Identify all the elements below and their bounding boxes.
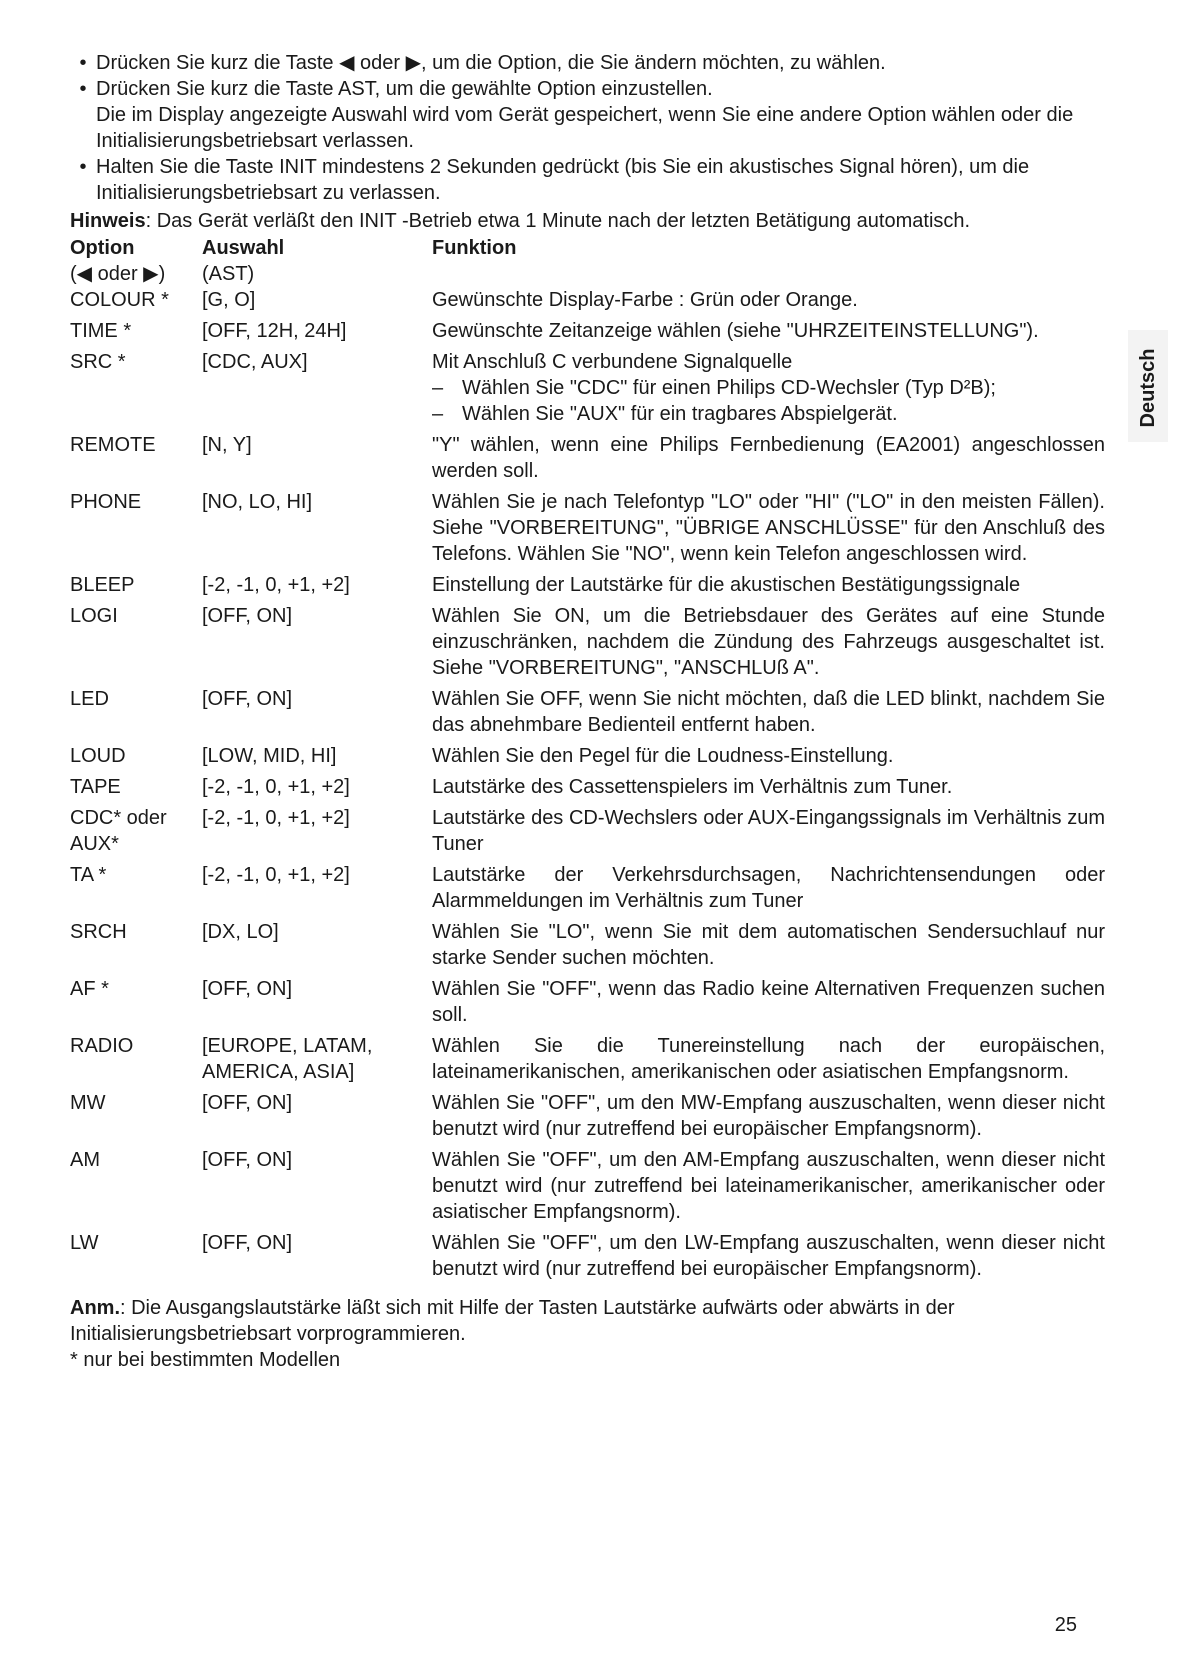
- table-row: [70, 1147, 1105, 1230]
- row-option: BLEEP: [70, 574, 135, 596]
- table-row: [70, 603, 1105, 686]
- anm-text: : Die Ausgangslautstärke läßt sich mit Hilfe der Tasten Lautstärke aufwärts oder abwärts in der Initialisierungsbetriebsart vorprogrammieren.: [70, 1297, 955, 1345]
- row-option: AF *: [70, 978, 109, 1000]
- row-values: [OFF, ON]: [202, 1092, 292, 1114]
- row-option: TIME *: [70, 320, 132, 342]
- row-values: [OFF, ON]: [202, 978, 292, 1000]
- row-values: [G, O]: [202, 289, 256, 311]
- row-function: Gewünschte Display-Farbe : Grün oder Orange.: [432, 289, 858, 311]
- row-values: [N, Y]: [202, 434, 252, 456]
- row-values: [CDC, AUX]: [202, 351, 308, 373]
- row-function: Wählen Sie OFF, wenn Sie nicht möchten, daß die LED blinkt, nachdem Sie das abnehmbare Bedienteil entfernt haben.: [432, 688, 1105, 736]
- language-tab-label: Deutsch: [1137, 348, 1159, 428]
- instruction-bullet: [70, 76, 1105, 154]
- bullet-continuation: Die im Display angezeigte Auswahl wird vom Gerät gespeichert, wenn Sie eine andere Option wählen oder die Initialisierungsbetriebsart verlassen.: [96, 104, 1074, 152]
- dash-text: Wählen Sie "CDC" für einen Philips CD-Wechsler (Typ D²B);: [462, 377, 996, 399]
- row-option: REMOTE: [70, 434, 156, 456]
- dash-mark: –: [432, 377, 444, 399]
- row-values: [-2, -1, 0, +1, +2]: [202, 574, 350, 596]
- instruction-bullet: [70, 50, 1105, 76]
- bullet-dot: •: [79, 78, 87, 100]
- row-function: Lautstärke der Verkehrsdurchsagen, Nachrichtensendungen oder Alarmmeldungen im Verhältnis zum Tuner: [432, 864, 1105, 912]
- table-row: [70, 432, 1105, 489]
- dash-mark: –: [432, 403, 444, 425]
- row-function: Wählen Sie "OFF", um den LW-Empfang auszuschalten, wenn dieser nicht benutzt wird (nur zutreffend bei europäischer Empfangsnorm).: [432, 1232, 1105, 1280]
- table-row: [70, 805, 1105, 862]
- dash-item: [432, 375, 1105, 401]
- row-values: [NO, LO, HI]: [202, 491, 313, 513]
- footer-note: [70, 1295, 1105, 1347]
- row-function: Mit Anschluß C verbundene Signalquelle: [432, 351, 793, 373]
- table-row: [70, 862, 1105, 919]
- table-row: [70, 318, 1105, 349]
- subheader-auswahl: (AST): [202, 263, 255, 285]
- row-values: [OFF, ON]: [202, 1232, 292, 1254]
- row-option: COLOUR *: [70, 289, 169, 311]
- table-subheader: [70, 261, 1105, 287]
- footnote: * nur bei bestimmten Modellen: [70, 1349, 341, 1371]
- dash-item: [432, 401, 1105, 427]
- subheader-option: (◀ oder ▶): [70, 263, 166, 285]
- row-values: [-2, -1, 0, +1, +2]: [202, 807, 350, 829]
- row-values: [OFF, 12H, 24H]: [202, 320, 347, 342]
- row-values: [EUROPE, LATAM, AMERICA, ASIA]: [202, 1035, 373, 1083]
- hint-text: : Das Gerät verläßt den INIT -Betrieb etwa 1 Minute nach der letzten Betätigung automatisch.: [145, 210, 971, 232]
- table-row: [70, 1033, 1105, 1090]
- table-row: [70, 1230, 1105, 1287]
- row-function: "Y" wählen, wenn eine Philips Fernbedienung (EA2001) angeschlossen werden soll.: [432, 434, 1105, 482]
- row-option: AM: [70, 1149, 100, 1171]
- row-values: [OFF, ON]: [202, 688, 292, 710]
- table-row: [70, 1090, 1105, 1147]
- row-option: SRC *: [70, 351, 126, 373]
- row-option: LOGI: [70, 605, 118, 627]
- row-function: Wählen Sie je nach Telefontyp "LO" oder "HI" ("LO" in den meisten Fällen). Siehe "VORBEREITUNG", "ÜBRIGE ANSCHLÜSSE" für den Anschluß des Telefons. Wählen Sie "NO", wenn kein Telefon angeschlossen wird.: [432, 491, 1105, 565]
- hint-note: [70, 208, 1105, 234]
- header-option: Option: [70, 237, 135, 259]
- row-option: CDC* oder AUX*: [70, 807, 167, 855]
- row-values: [OFF, ON]: [202, 1149, 292, 1171]
- bullet-dot: •: [79, 52, 87, 74]
- options-table: [70, 235, 1105, 1287]
- manual-page: [70, 50, 1105, 1373]
- row-values: [LOW, MID, HI]: [202, 745, 337, 767]
- row-function: Wählen Sie ON, um die Betriebsdauer des Gerätes auf eine Stunde einzuschränken, nachdem die Zündung des Fahrzeugs ausgeschaltet ist. Siehe "VORBEREITUNG", "ANSCHLUß A".: [432, 605, 1105, 679]
- header-auswahl: Auswahl: [202, 237, 285, 259]
- table-row: [70, 919, 1105, 976]
- row-function: Wählen Sie "LO", wenn Sie mit dem automatischen Sendersuchlauf nur starke Sender suchen möchten.: [432, 921, 1105, 969]
- row-values: [-2, -1, 0, +1, +2]: [202, 864, 350, 886]
- bullet-dot: •: [79, 156, 87, 178]
- row-function: Einstellung der Lautstärke für die akustischen Bestätigungssignale: [432, 574, 1021, 596]
- row-values: [DX, LO]: [202, 921, 279, 943]
- row-values: [OFF, ON]: [202, 605, 292, 627]
- row-option: LED: [70, 688, 109, 710]
- header-funktion: Funktion: [432, 237, 517, 259]
- table-row: [70, 287, 1105, 318]
- row-function: Wählen Sie "OFF", um den MW-Empfang auszuschalten, wenn dieser nicht benutzt wird (nur zutreffend bei europäischer Empfangsnorm).: [432, 1092, 1105, 1140]
- table-row: [70, 743, 1105, 774]
- row-function: Lautstärke des CD-Wechslers oder AUX-Eingangssignals im Verhältnis zum Tuner: [432, 807, 1105, 855]
- table-header: [70, 235, 1105, 261]
- row-option: LW: [70, 1232, 99, 1254]
- row-option: TAPE: [70, 776, 121, 798]
- row-function-cell: [432, 349, 1105, 432]
- row-function: Gewünschte Zeitanzeige wählen (siehe "UHRZEITEINSTELLUNG").: [432, 320, 1039, 342]
- row-option: PHONE: [70, 491, 142, 513]
- page-number: 25: [1054, 1614, 1077, 1636]
- anm-label: Anm.: [70, 1297, 120, 1319]
- row-function: Wählen Sie "OFF", wenn das Radio keine Alternativen Frequenzen suchen soll.: [432, 978, 1105, 1026]
- hint-label: Hinweis: [70, 210, 146, 232]
- row-option: SRCH: [70, 921, 127, 943]
- row-option: TA *: [70, 864, 107, 886]
- row-function: Wählen Sie den Pegel für die Loudness-Einstellung.: [432, 745, 894, 767]
- row-option: LOUD: [70, 745, 126, 767]
- subheader-empty: [432, 261, 1105, 287]
- row-function: Wählen Sie "OFF", um den AM-Empfang auszuschalten, wenn dieser nicht benutzt wird (nur zutreffend bei lateinamerikanischer, amerikanischer oder asiatischer Empfangsnorm).: [432, 1149, 1105, 1223]
- dash-text: Wählen Sie "AUX" für ein tragbares Abspielgerät.: [462, 403, 898, 425]
- table-row: [70, 686, 1105, 743]
- bullet-text: Drücken Sie kurz die Taste ◀ oder ▶, um die Option, die Sie ändern möchten, zu wählen.: [96, 52, 886, 74]
- row-function: Lautstärke des Cassettenspielers im Verhältnis zum Tuner.: [432, 776, 953, 798]
- row-function: Wählen Sie die Tunereinstellung nach der europäischen, lateinamerikanischen, amerikanischen oder asiatischen Empfangsnorm.: [432, 1035, 1105, 1083]
- row-values: [-2, -1, 0, +1, +2]: [202, 776, 350, 798]
- table-row: [70, 976, 1105, 1033]
- table-row: [70, 489, 1105, 572]
- table-row: [70, 349, 1105, 432]
- bullet-text: Drücken Sie kurz die Taste AST, um die gewählte Option einzustellen.: [96, 78, 713, 100]
- table-row: [70, 572, 1105, 603]
- table-row: [70, 774, 1105, 805]
- instruction-bullet: [70, 154, 1105, 206]
- bullet-text: Halten Sie die Taste INIT mindestens 2 Sekunden gedrückt (bis Sie ein akustisches Signal hören), um die Initialisierungsbetriebsart zu verlassen.: [96, 156, 1030, 204]
- row-option: RADIO: [70, 1035, 134, 1057]
- row-option: MW: [70, 1092, 106, 1114]
